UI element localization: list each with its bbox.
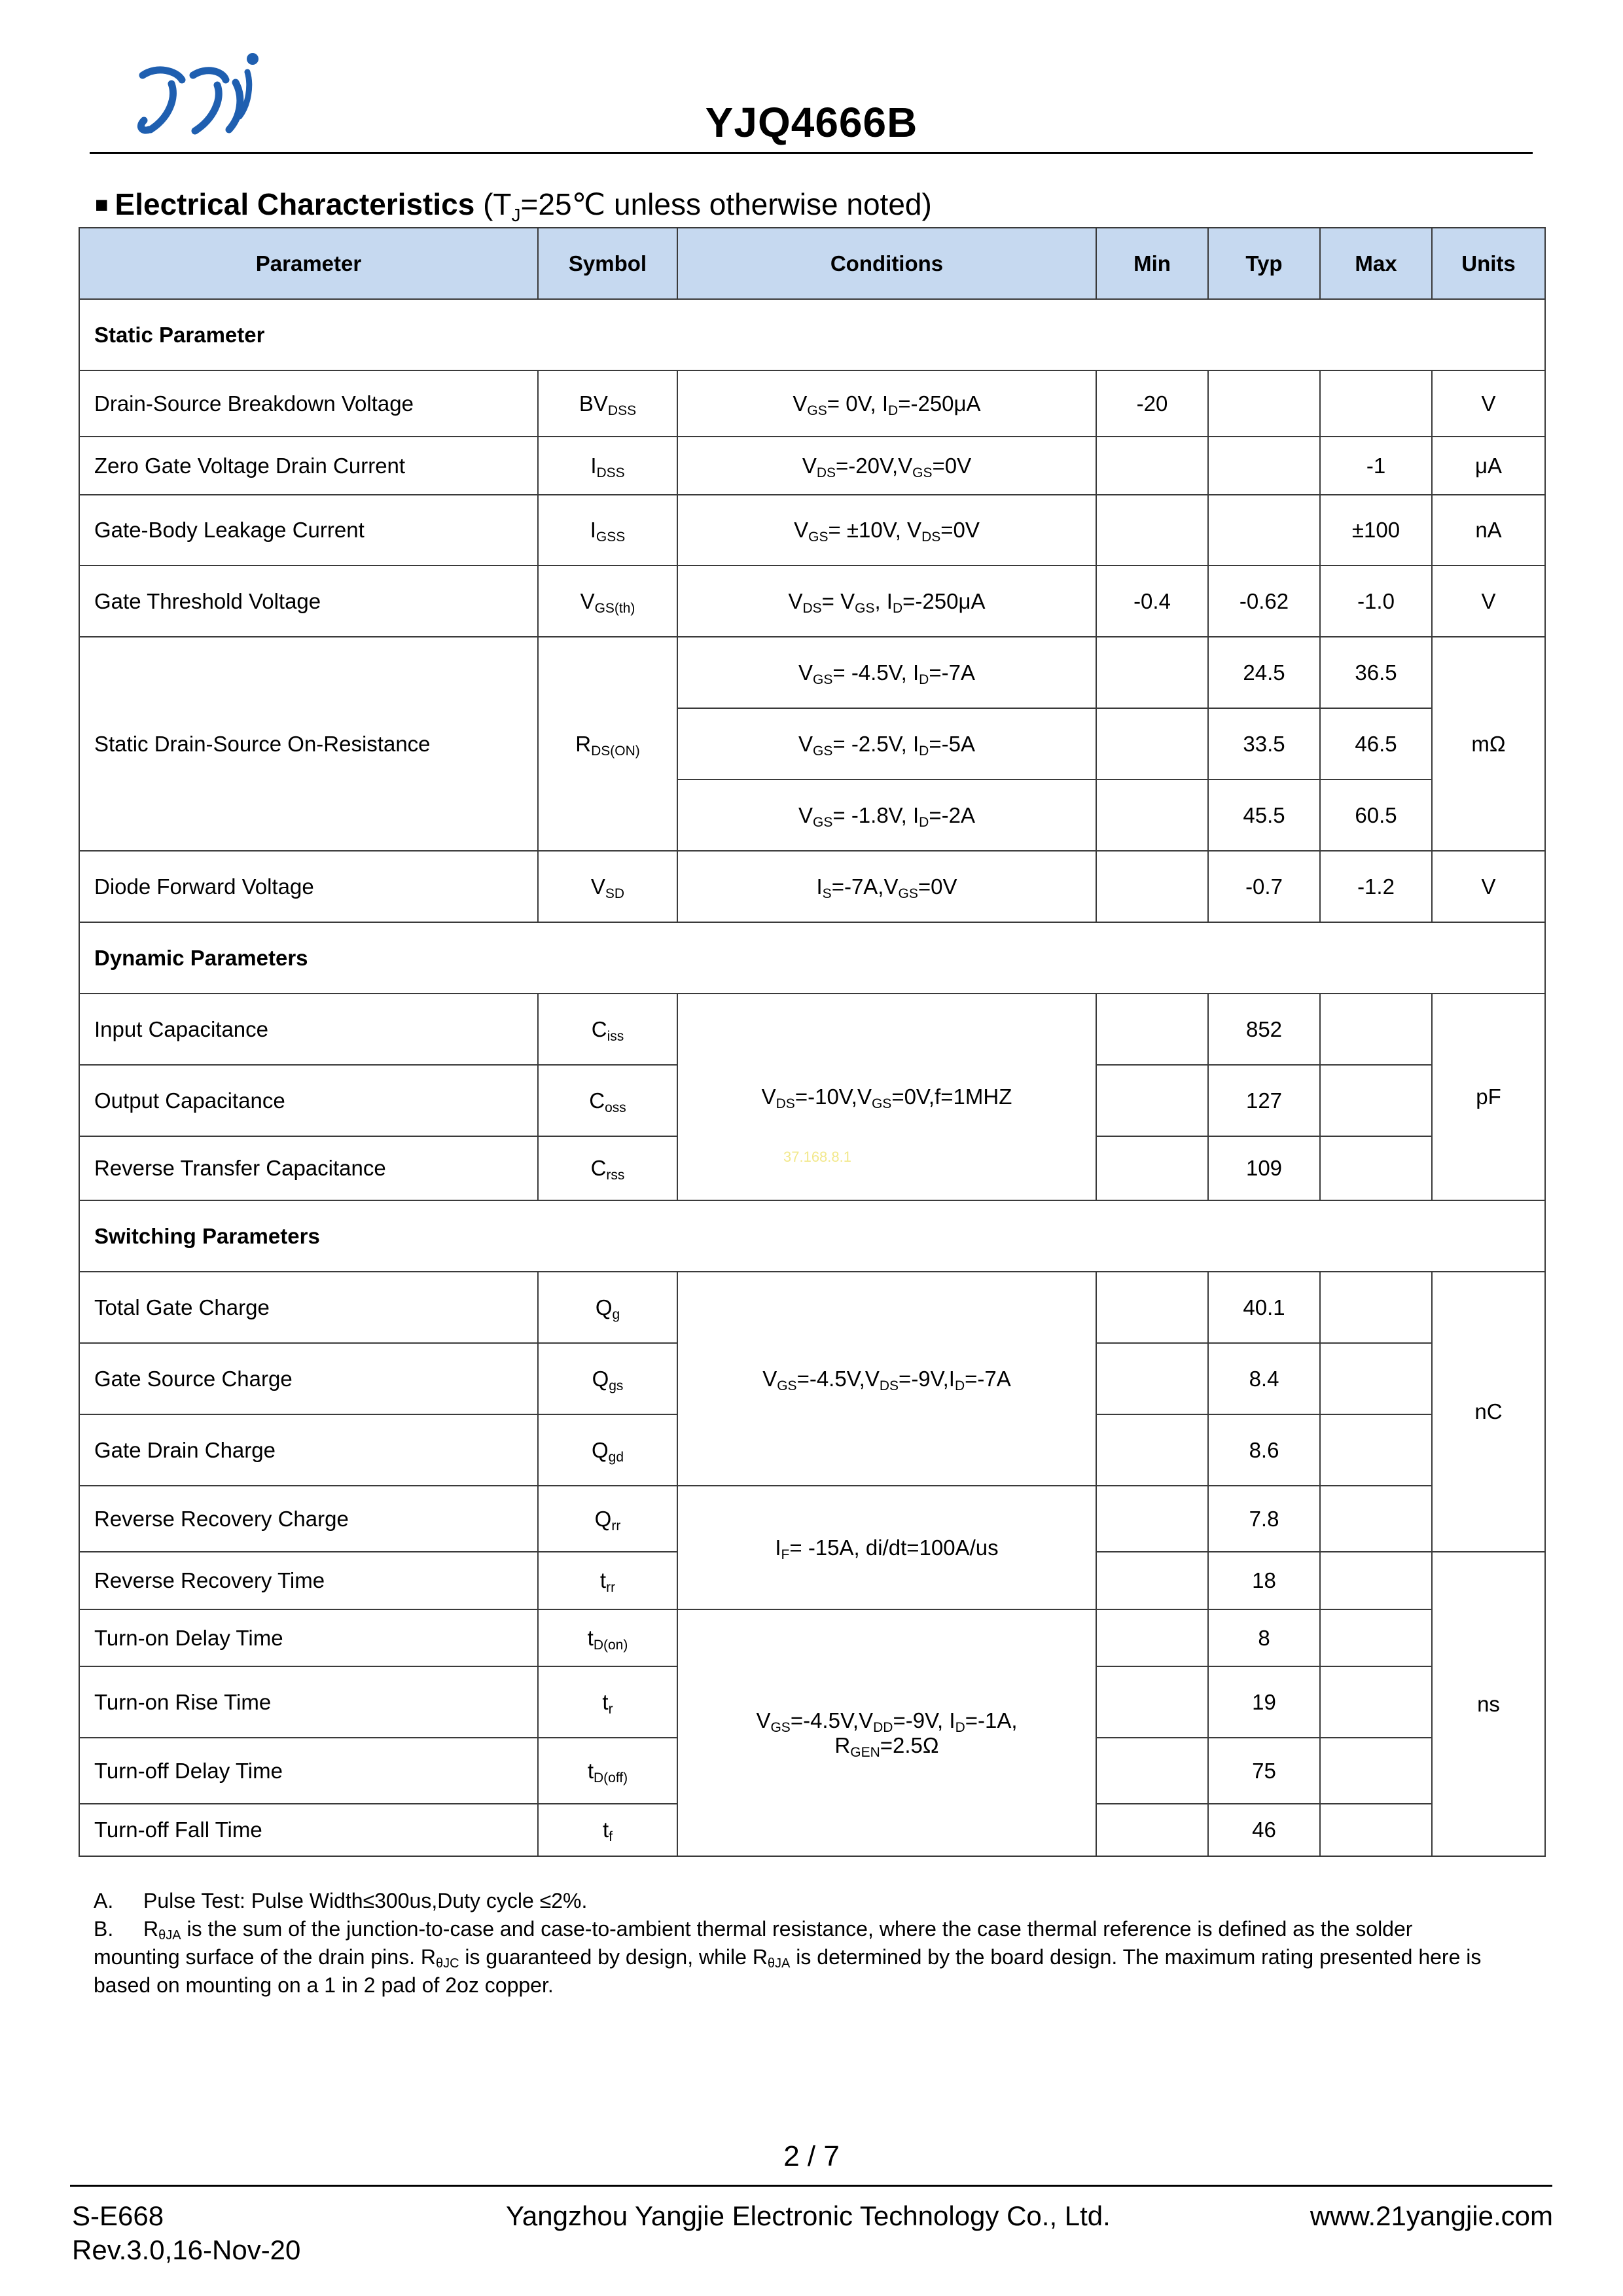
header-max: Max [1320,228,1432,299]
symbol-tdoff: $t_{D(off)}$ [538,1738,677,1804]
param-qgd: Gate Drain Charge [79,1414,538,1486]
max-vgsth: -1.0 [1320,565,1432,637]
param-qg: Total Gate Charge [79,1272,538,1343]
note-b-sub-jc: θJC [435,1956,459,1971]
group-dynamic: Dynamic Parameters [79,922,1545,994]
section-title: Electrical Characteristics [115,187,475,221]
param-ciss: Input Capacitance [79,994,538,1065]
symbol-qgs: $Q_{gs}$ [538,1343,677,1414]
typ-vgsth: -0.62 [1208,565,1320,637]
header-parameter: Parameter [79,228,538,299]
symbol-tr: $t_r$ [538,1666,677,1738]
typ-idss [1208,437,1320,495]
max-rdson-2: 46.5 [1320,708,1432,780]
table-row [79,994,1545,1065]
typ-tr: 19 [1208,1666,1320,1738]
unit-bvdss: V [1432,370,1545,437]
table-row [79,637,1545,708]
typ-rdson-2: 33.5 [1208,708,1320,780]
section-condition-rest: =25℃ unless otherwise noted) [520,187,932,221]
header-units: Units [1432,228,1545,299]
typ-crss: 109 [1208,1136,1320,1200]
cond-bvdss: $V_{GS}= 0V$, $I_D=-250\mu A$ [677,370,1096,437]
doc-code: S-E668 [72,2200,164,2231]
unit-vgsth: V [1432,565,1545,637]
max-tr [1320,1666,1432,1738]
typ-qgd: 8.6 [1208,1414,1320,1486]
note-a-text: Pulse Test: Pulse Width≤300us,Duty cycle ≤2%. [143,1889,588,1912]
min-qgs [1096,1343,1208,1414]
table-row [79,1609,1545,1666]
unit-capacitance: pF [1432,994,1545,1200]
max-qgs [1320,1343,1432,1414]
max-rdson-1: 36.5 [1320,637,1432,708]
website-link[interactable]: www.21yangjie.com [1310,2200,1553,2231]
cond-igss: $V_{GS}= \pm 10V$, $V_{DS}=0V$ [677,495,1096,565]
symbol-tdon: $t_{D(on)}$ [538,1609,677,1666]
min-igss [1096,495,1208,565]
typ-tf: 46 [1208,1804,1320,1856]
note-b-sub-ja: θJA [158,1928,181,1943]
max-igss: ±100 [1320,495,1432,565]
footer-left [72,2199,300,2267]
group-row [79,1200,1545,1272]
symbol-trr: $t_{rr}$ [538,1552,677,1609]
symbol-qgd: $Q_{gd}$ [538,1414,677,1486]
param-qrr: Reverse Recovery Charge [79,1486,538,1552]
typ-bvdss [1208,370,1320,437]
cond-recovery: $I_F= -15A$, di/dt=100A/us [677,1486,1096,1609]
param-tf: Turn-off Fall Time [79,1804,538,1856]
max-rdson-3: 60.5 [1320,780,1432,851]
max-idss: -1 [1320,437,1432,495]
header-min: Min [1096,228,1208,299]
note-b [94,1915,1501,2000]
min-vsd [1096,851,1208,922]
note-b-text1: is the sum of the junction-to-case and case-to-ambient thermal resistance, where the case thermal reference is defined as the solder mounting surface of the drain pins. R [94,1917,1413,1969]
symbol-coss: $C_{oss}$ [538,1065,677,1136]
typ-coss: 127 [1208,1065,1320,1136]
typ-tdon: 8 [1208,1609,1320,1666]
symbol-idss: $I_{DSS}$ [538,437,677,495]
unit-time: ns [1432,1552,1545,1856]
cond-gate-charge: $V_{GS}=-4.5V,V_{DS}=-9V,I_D=-7A$ [677,1272,1096,1486]
header-divider [90,152,1533,154]
header-typ: Typ [1208,228,1320,299]
symbol-vgsth: $V_{GS(th)}$ [538,565,677,637]
group-row [79,922,1545,994]
note-b-text2: is guaranteed by design, while R [459,1945,768,1969]
symbol-qg: $Q_g$ [538,1272,677,1343]
typ-qg: 40.1 [1208,1272,1320,1343]
symbol-crss: $C_{rss}$ [538,1136,677,1200]
param-tr: Turn-on Rise Time [79,1666,538,1738]
max-tf [1320,1804,1432,1856]
electrical-characteristics-table [79,227,1546,1857]
note-b-r: R [143,1917,159,1941]
cond-rdson-1: $V_{GS}= -4.5V$, $I_D=-7A$ [677,637,1096,708]
unit-vsd: V [1432,851,1545,922]
symbol-ciss: $C_{iss}$ [538,994,677,1065]
header-symbol: Symbol [538,228,677,299]
param-vgsth: Gate Threshold Voltage [79,565,538,637]
header-conditions: Conditions [677,228,1096,299]
section-heading [95,187,932,226]
max-ciss [1320,994,1432,1065]
symbol-vsd: $V_{SD}$ [538,851,677,922]
min-tf [1096,1804,1208,1856]
footer-divider [70,2185,1552,2187]
unit-idss: μA [1432,437,1545,495]
min-crss [1096,1136,1208,1200]
cond-switching: $V_{GS}=-4.5V,V_{DD}=-9V$, $I_D=-1A$, $R_{GEN}=2.5\Omega$ [677,1609,1096,1856]
group-switching: Switching Parameters [79,1200,1545,1272]
revision: Rev.3.0,16-Nov-20 [72,2234,301,2265]
param-igss: Gate-Body Leakage Current [79,495,538,565]
symbol-rdson: $R_{DS(ON)}$ [538,637,677,851]
table-row [79,370,1545,437]
table-row [79,1486,1545,1552]
page-number: 2 / 7 [783,2140,840,2172]
max-coss [1320,1065,1432,1136]
min-tdon [1096,1609,1208,1666]
cond-idss: $V_{DS}=-20V,V_{GS}=0V$ [677,437,1096,495]
typ-qgs: 8.4 [1208,1343,1320,1414]
min-tr [1096,1666,1208,1738]
unit-charge: nC [1432,1272,1545,1552]
max-qg [1320,1272,1432,1343]
cond-rdson-2: $V_{GS}= -2.5V$, $I_D=-5A$ [677,708,1096,780]
symbol-qrr: $Q_{rr}$ [538,1486,677,1552]
company-name: Yangzhou Yangjie Electronic Technology Co., Ltd. [506,2200,1111,2231]
watermark: 37.168.8.1 [783,1149,851,1165]
cond-rdson-3: $V_{GS}= -1.8V$, $I_D=-2A$ [677,780,1096,851]
min-vgsth: -0.4 [1096,565,1208,637]
unit-igss: nA [1432,495,1545,565]
note-b-label: B. [94,1917,114,1941]
min-idss [1096,437,1208,495]
note-b-text3: is determined by the board design. The maximum rating presented here is based on mounting on a 1 in 2 pad of 2oz copper. [94,1945,1482,1997]
max-tdoff [1320,1738,1432,1804]
param-trr: Reverse Recovery Time [79,1552,538,1609]
max-bvdss [1320,370,1432,437]
max-crss [1320,1136,1432,1200]
symbol-igss: $I_{GSS}$ [538,495,677,565]
table-row [79,437,1545,495]
param-crss: Reverse Transfer Capacitance [79,1136,538,1200]
unit-rdson: mΩ [1432,637,1545,851]
min-qgd [1096,1414,1208,1486]
param-tdon: Turn-on Delay Time [79,1609,538,1666]
note-b-sub-ja2: θJA [767,1956,791,1971]
param-coss: Output Capacitance [79,1065,538,1136]
symbol-tf: $t_f$ [538,1804,677,1856]
min-coss [1096,1065,1208,1136]
min-qrr [1096,1486,1208,1552]
min-tdoff [1096,1738,1208,1804]
max-trr [1320,1552,1432,1609]
min-rdson-1 [1096,637,1208,708]
min-rdson-2 [1096,708,1208,780]
note-a [94,1887,1501,1915]
max-qrr [1320,1486,1432,1552]
typ-rdson-1: 24.5 [1208,637,1320,708]
part-number-title: YJQ4666B [705,99,918,146]
section-condition-sub: J [511,205,521,226]
group-row [79,299,1545,370]
min-bvdss: -20 [1096,370,1208,437]
section-bullet: ■ [95,192,109,217]
min-trr [1096,1552,1208,1609]
param-vsd: Diode Forward Voltage [79,851,538,922]
typ-ciss: 852 [1208,994,1320,1065]
param-idss: Zero Gate Voltage Drain Current [79,437,538,495]
max-qgd [1320,1414,1432,1486]
typ-trr: 18 [1208,1552,1320,1609]
param-bvdss: Drain-Source Breakdown Voltage [79,370,538,437]
table-row [79,495,1545,565]
param-rdson: Static Drain-Source On-Resistance [79,637,538,851]
group-static: Static Parameter [79,299,1545,370]
notes [94,1887,1501,2000]
max-tdon [1320,1609,1432,1666]
typ-igss [1208,495,1320,565]
table-row [79,851,1545,922]
table-row [79,1272,1545,1343]
typ-qrr: 7.8 [1208,1486,1320,1552]
typ-rdson-3: 45.5 [1208,780,1320,851]
section-condition-open: (T [483,187,512,221]
param-tdoff: Turn-off Delay Time [79,1738,538,1804]
param-qgs: Gate Source Charge [79,1343,538,1414]
cond-vgsth: $V_{DS}= V_{GS}$, $I_D=-250\mu A$ [677,565,1096,637]
cond-vsd: $I_S=-7A,V_{GS}=0V$ [677,851,1096,922]
min-ciss [1096,994,1208,1065]
min-rdson-3 [1096,780,1208,851]
table-row [79,565,1545,637]
typ-tdoff: 75 [1208,1738,1320,1804]
note-a-label: A. [94,1889,114,1912]
max-vsd: -1.2 [1320,851,1432,922]
cond-capacitance: $V_{DS}=-10V,V_{GS}=0V,f=1MHZ$ [677,994,1096,1200]
min-qg [1096,1272,1208,1343]
typ-vsd: -0.7 [1208,851,1320,922]
symbol-bvdss: $BV_{DSS}$ [538,370,677,437]
table-header-row [79,228,1545,299]
